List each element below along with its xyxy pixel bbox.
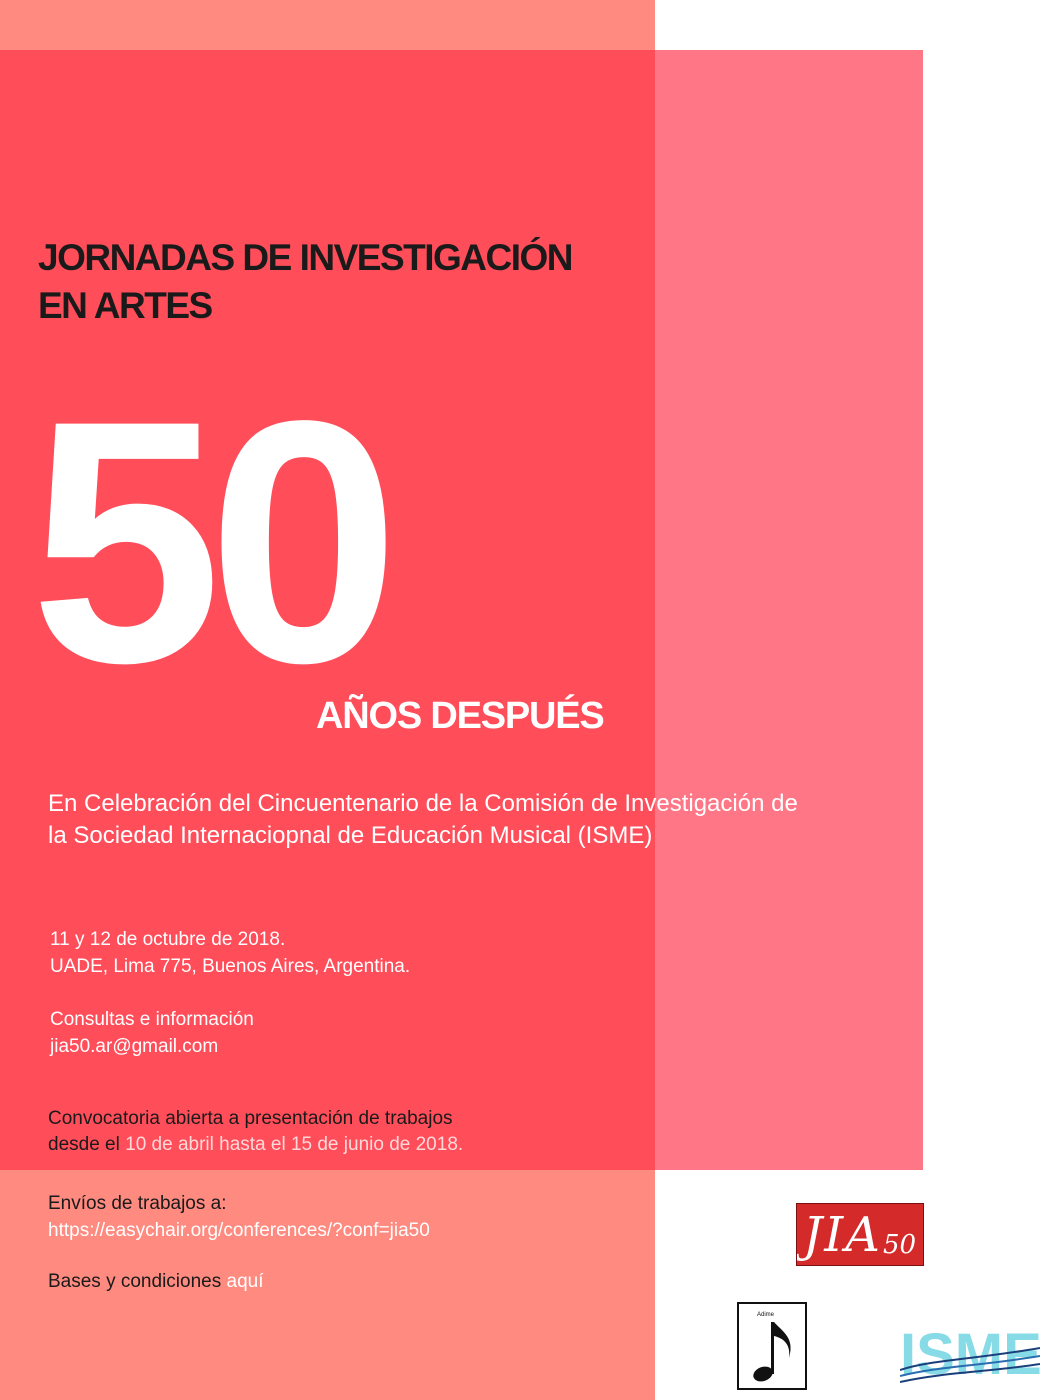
bases-info [48,1271,263,1293]
isme-waves-icon [900,1340,1040,1388]
pink-side-panel [655,50,923,1170]
bases-link[interactable]: aquí [226,1271,264,1292]
event-title [38,234,572,330]
submissions-label: Envíos de trabajos a: [48,1193,227,1214]
jia50-logo [796,1203,924,1266]
music-note-icon [739,1304,805,1388]
event-title-line-2: EN ARTES [38,285,212,326]
adime-logo-name: Adime [757,1312,775,1318]
event-title-line-1: JORNADAS DE INVESTIGACIÓN [38,237,573,278]
event-subtitle: AÑOS DESPUÉS [316,695,604,737]
call-line-2-dates: 10 de abril hasta el 15 de junio de 2018. [125,1134,464,1155]
celebration-line-2: la Sociedad Internaciopnal de Educación Musical (ISME) [48,822,653,849]
call-line-2 [48,1132,463,1158]
call-line-2-prefix: desde el [48,1134,126,1155]
call-line-1: Convocatoria abierta a presentación de trabajos [48,1108,453,1129]
bases-label: Bases y condiciones [48,1271,227,1292]
contact-email[interactable]: jia50.ar@gmail.com [50,1036,219,1057]
contact-label: Consultas e información [50,1009,254,1030]
celebration-text [48,788,798,852]
event-dates: 11 y 12 de octubre de 2018. [50,929,286,950]
celebration-line-1: En Celebración del Cincuentenario de la Comisión de Investigación de [48,790,798,817]
jia-logo-number: 50 [883,1230,917,1260]
isme-logo: ISME [900,1322,1042,1387]
contact-info [50,1006,254,1060]
call-for-papers [48,1106,463,1158]
big-number-50: 50 [30,350,386,735]
event-venue: UADE, Lima 775, Buenos Aires, Argentina. [50,956,411,977]
jia-logo-text: JIA [803,1207,882,1263]
adime-logo [737,1302,807,1390]
submissions-url-link[interactable]: https://easychair.org/conferences/?conf=jia50 [48,1220,430,1241]
event-dates-venue [50,926,410,980]
submissions-info [48,1190,430,1244]
